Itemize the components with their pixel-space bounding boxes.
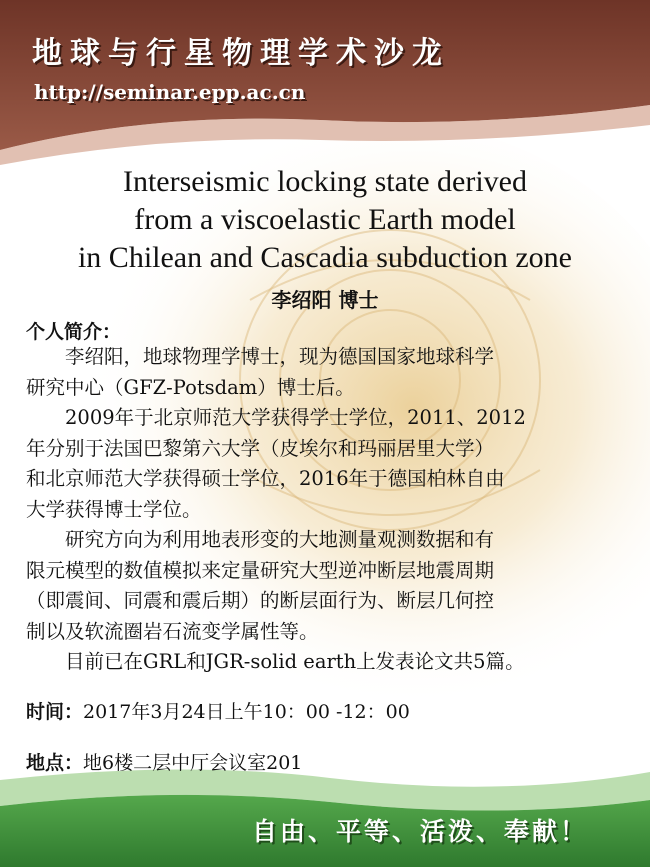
talk-title-line: in Chilean and Cascadia subduction zone: [77, 241, 573, 274]
place-label: 地点：: [26, 752, 84, 774]
bio-text: [26, 342, 630, 678]
bio-line: 制以及软流圈岩石流变学属性等。: [26, 619, 319, 643]
time-label: 时间：: [26, 701, 84, 723]
salon-title: 地球与行星物理学术沙龙: [32, 36, 450, 71]
place-value: 地6楼二层中厅会议室201: [83, 752, 303, 774]
bio-line: 研究方向为利用地表形变的大地测量观测数据和有: [26, 528, 495, 551]
bio-line: 2009年于北京师范大学获得学士学位，2011、2012: [26, 406, 526, 429]
bio-line: 李绍阳，地球物理学博士，现为德国国家地球科学: [26, 345, 495, 368]
bio-line: 大学获得博士学位。: [26, 497, 202, 521]
talk-time: [26, 697, 410, 724]
bio-line: 年分别于法国巴黎第六大学（皮埃尔和玛丽居里大学）: [26, 436, 495, 460]
talk-title-line: Interseismic locking state derived: [122, 165, 528, 198]
talk-title: [0, 163, 650, 277]
bio-line: 目前已在GRL和JGR-solid earth上发表论文共5篇。: [26, 650, 525, 673]
salon-motto: 自由、平等、活泼、奉献！: [252, 817, 589, 846]
bio-line: 研究中心（GFZ-Potsdam）博士后。: [26, 375, 355, 399]
time-value: 2017年3月24日上午10：00 -12：00: [83, 701, 410, 723]
bio-line: （即震间、同震和震后期）的断层面行为、断层几何控: [26, 589, 495, 612]
talk-title-line: from a viscoelastic Earth model: [134, 203, 516, 236]
salon-url: http://seminar.epp.ac.cn: [34, 80, 306, 104]
bio-line: 和北京师范大学获得硕士学位，2016年于德国柏林自由: [26, 467, 505, 490]
talk-place: [26, 748, 302, 775]
speaker-name: 李绍阳 博士: [271, 288, 379, 312]
bio-line: 限元模型的数值模拟来定量研究大型逆冲断层地震周期: [26, 558, 495, 582]
bio-heading: 个人简介：: [26, 321, 122, 343]
